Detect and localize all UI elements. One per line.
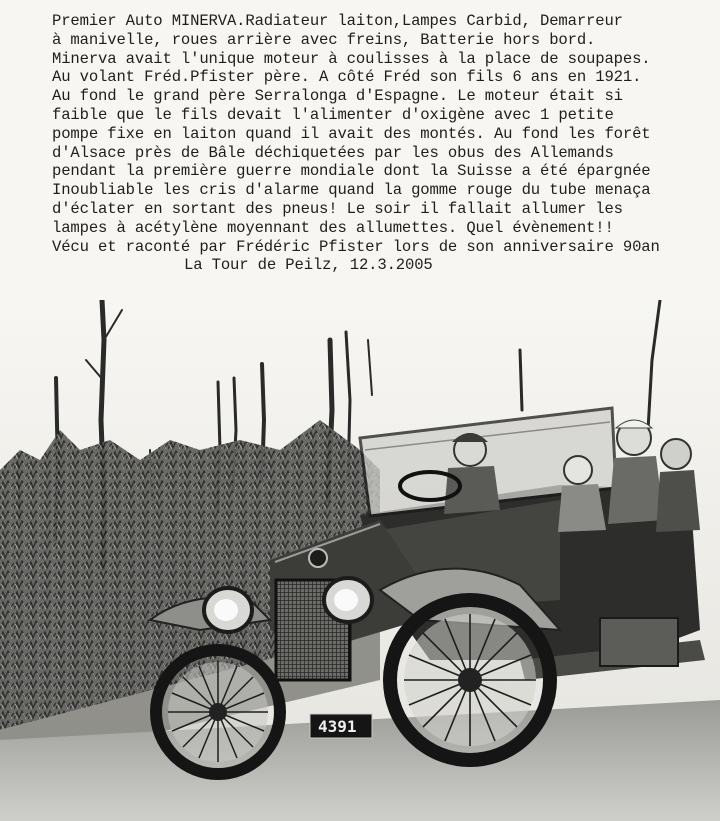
caption-line-11: d'éclater en sortant des pneus! Le soir il fallait allumer les [52,199,623,218]
caption-line-13: Vécu et raconté par Frédéric Pfister lors de son anniversaire 90an [52,237,660,256]
caption-line-9: pendant la première guerre mondiale dont la Suisse a été épargnée [52,162,651,181]
caption-line-12: lampes à acétylène moyennant des allumettes. Quel évènement!! [52,218,614,237]
caption-line-10: Inoubliable les cris d'alarme quand la gomme rouge du tube menaça [52,181,651,200]
plate-number: 4391 [318,717,357,736]
vintage-car-photo [0,300,720,821]
caption-line-4: Au volant Fréd.Pfister père. A côté Fréd son fils 6 ans en 1921. [52,68,642,87]
caption-line-6: faible que le fils devait l'alimenter d'oxigène avec 1 petite [52,105,614,124]
caption-line-1: Premier Auto MINERVA.Radiateur laiton,Lampes Carbid, Demarreur [52,12,623,30]
place-date-line: La Tour de Peilz, 12.3.2005 [184,256,433,275]
caption-line-7: pompe fixe en laiton quand il avait des montés. Au fond les forêt [52,124,651,143]
front-right-wheel [390,600,550,760]
caption-line-8: d'Alsace près de Bâle déchiquetées par les obus des Allemands [52,143,614,162]
front-left-wheel [156,650,280,774]
license-plate [310,714,372,738]
caption-line-2: à manivelle, roues arrière avec freins, Batterie hors bord. [52,30,596,49]
caption-line-3: Minerva avait l'unique moteur à coulisses à la place de soupapes. [52,49,651,68]
caption-line-5: Au fond le grand père Serralonga d'Espagne. Le moteur était si [52,87,623,106]
typewritten-caption [52,12,720,275]
